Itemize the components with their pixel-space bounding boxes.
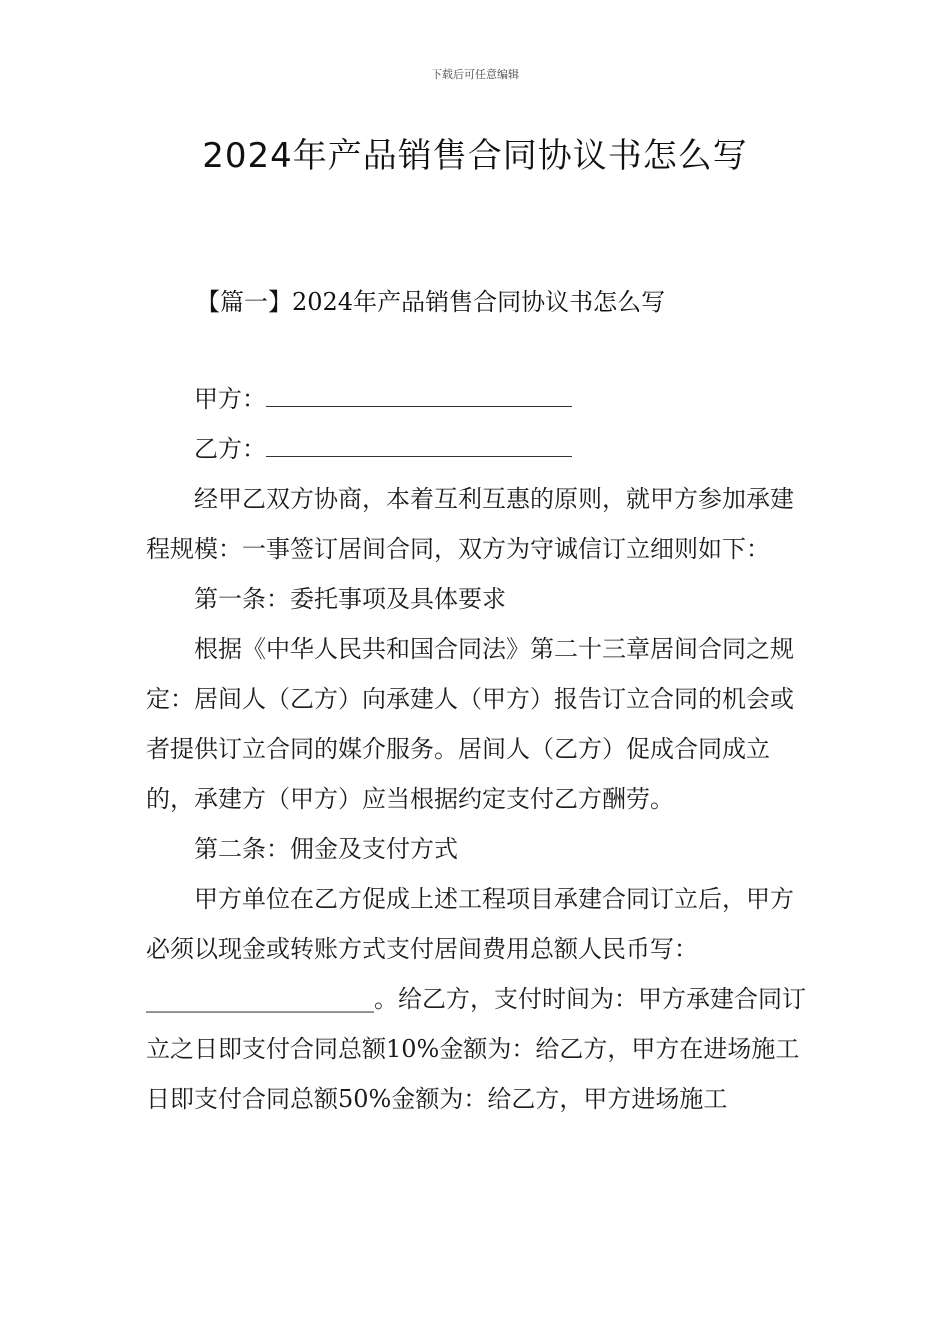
party-a-blank (266, 384, 572, 407)
party-b-label: 乙方： (194, 435, 266, 463)
party-b-line (146, 424, 808, 474)
party-a-label: 甲方： (194, 385, 266, 413)
section-heading: 【篇一】2024年产品销售合同协议书怎么写 (196, 288, 666, 316)
intro-paragraph: 经甲乙双方协商，本着互利互惠的原则，就甲方参加承建程规模：一事签订居间合同，双方为守诚信订立细则如下： (146, 485, 794, 563)
article1-body: 根据《中华人民共和国合同法》第二十三章居间合同之规定：居间人（乙方）向承建人（甲方）报告订立合同的机会或者提供订立合同的媒介服务。居间人（乙方）促成合同成立的，承建方（甲方）应当根据约定支付乙方酬劳。 (146, 635, 794, 813)
document-body (146, 374, 808, 1124)
article2-title: 第二条：佣金及支付方式 (194, 835, 458, 863)
article2-body: 甲方单位在乙方促成上述工程项目承建合同订立后，甲方必须以现金或转账方式支付居间费用总额人民币写：___________________。给乙方，支付时间为：甲方承建合同订立之日即支付合同总额10%金额为：给乙方，甲方在进场施工日即支付合同总额50%金额为：给乙方，甲方进场施工 (146, 885, 806, 1113)
document-title: 2024年产品销售合同协议书怎么写 (202, 136, 748, 176)
article1-title: 第一条：委托事项及具体要求 (194, 585, 506, 613)
party-a-line (146, 374, 808, 424)
header-note: 下载后可任意编辑 (431, 68, 519, 81)
party-b-blank (266, 434, 572, 457)
